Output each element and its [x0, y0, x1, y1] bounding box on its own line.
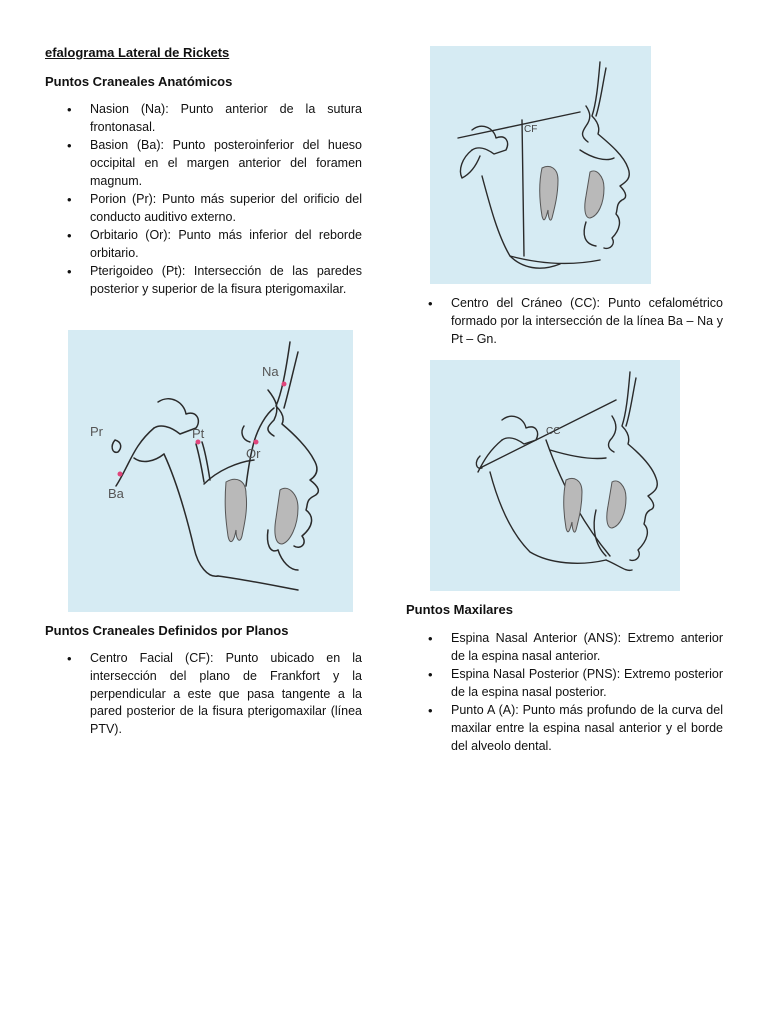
section-heading-maxillary: Puntos Maxilares	[406, 602, 513, 617]
cephalogram-drawing	[430, 46, 651, 284]
label-pr: Pr	[90, 424, 103, 439]
label-cf: CF	[524, 124, 538, 135]
cephalogram-drawing	[68, 330, 353, 612]
list-item: • Centro del Cráneo (CC): Punto cefalométrico formado por la intersección de la línea Ba – Na y Pt – Gn.	[406, 295, 723, 348]
list-item: • Porion (Pr): Punto más superior del orificio del conducto auditivo externo.	[45, 191, 362, 227]
label-or: Or	[246, 446, 261, 461]
cc-point-list	[406, 295, 723, 349]
section-heading-anatomical: Puntos Craneales Anatómicos	[45, 74, 233, 89]
list-item: • Orbitario (Or): Punto más inferior del reborde orbitario.	[45, 227, 362, 263]
list-item: • Nasion (Na): Punto anterior de la sutura frontonasal.	[45, 101, 362, 137]
label-cc: CC	[546, 426, 561, 437]
section-heading-planes: Puntos Craneales Definidos por Planos	[45, 623, 289, 638]
label-pt: Pt	[192, 426, 205, 441]
list-item: • Espina Nasal Posterior (PNS): Extremo posterior de la espina nasal posterior.	[406, 666, 723, 702]
label-na: Na	[262, 364, 279, 379]
maxillary-points-list	[406, 630, 723, 756]
list-item: • Centro Facial (CF): Punto ubicado en la intersección del plano de Frankfort y la perpendicular a este que pasa tangente a la pared posterior de la fisura pterigomaxilar (línea PTV).	[45, 650, 362, 739]
plane-points-list	[45, 650, 362, 739]
list-item: • Espina Nasal Anterior (ANS): Extremo anterior de la espina nasal anterior.	[406, 630, 723, 666]
cephalogram-figure-anatomical	[68, 330, 353, 612]
list-item: • Basion (Ba): Punto posteroinferior del hueso occipital en el margen anterior del foramen magnum.	[45, 137, 362, 190]
cephalogram-figure-cf	[430, 46, 651, 284]
list-item: • Punto A (A): Punto más profundo de la curva del maxilar entre la espina nasal anterior y el borde del alveolo dental.	[406, 702, 723, 755]
list-item: • Pterigoideo (Pt): Intersección de las paredes posterior y superior de la fisura pterigomaxilar.	[45, 263, 362, 299]
anatomical-points-list	[45, 101, 362, 299]
document-title: efalograma Lateral de Rickets	[45, 45, 230, 60]
cephalogram-drawing	[430, 360, 680, 591]
label-ba: Ba	[108, 486, 124, 501]
cephalogram-figure-cc	[430, 360, 680, 591]
